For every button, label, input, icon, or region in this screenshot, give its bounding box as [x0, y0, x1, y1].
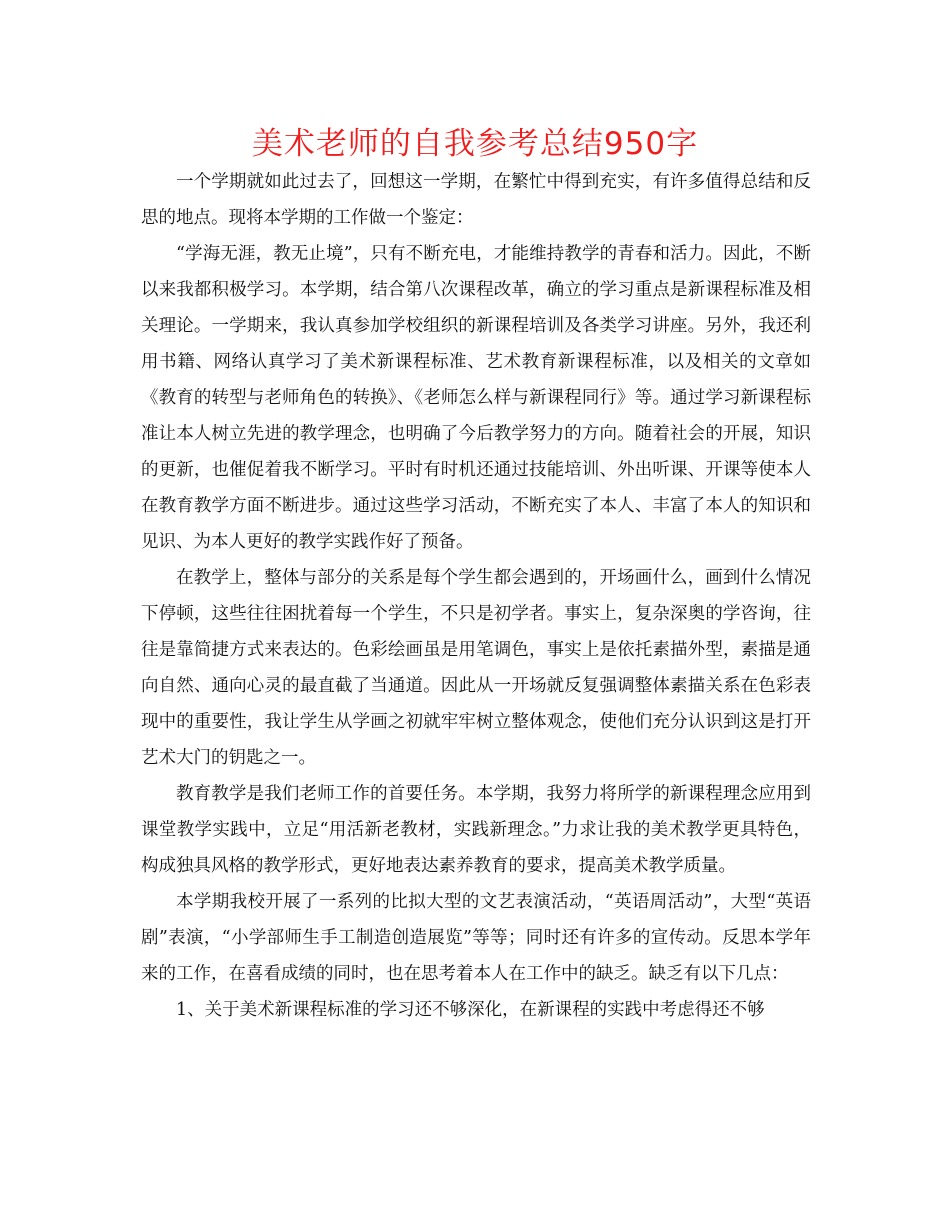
document-title: 美术老师的自我参考总结950字	[251, 126, 699, 162]
paragraph: 一个学期就如此过去了，回想这一学期，在繁忙中得到充实，有许多值得总结和反思的地点。现将本学期的工作做一个鉴定：	[141, 172, 811, 228]
paragraph: “学海无涯，教无止境”，只有不断充电，才能维持教学的青春和活力。因此，不断以来我都积极学习。本学期，结合第八次课程改革，确立的学习重点是新课程标准及相关理论。一学期来，我认真参加学校组织的新课程培训及各类学习讲座。另外，我还利用书籍、网络认真学习了美术新课程标准、艺术教育新课程标准，以及相关的文章如《教育的转型与老师角色的转换》、《老师怎么样与新课程同行》等。通过学习新课程标准让本人树立先进的教学理念，也明确了今后教学努力的方向。随着社会的开展，知识的更新，也催促着我不断学习。平时有时机还通过技能培训、外出听课、开课等使本人在教育教学方面不断进步。通过这些学习活动，不断充实了本人、丰富了本人的知识和见识、为本人更好的教学实践作好了预备。	[141, 244, 811, 552]
paragraph: 教育教学是我们老师工作的首要任务。本学期，我努力将所学的新课程理念应用到课堂教学实践中，立足“用活新老教材，实践新理念。”力求让我的美术教学更具特色，构成独具风格的教学形式，更好地表达素养教育的要求，提高美术教学质量。	[141, 784, 811, 876]
paragraph: 本学期我校开展了一系列的比拟大型的文艺表演活动，“英语周活动”，大型“英语剧”表演，“小学部师生手工制造创造展览”等等；同时还有许多的宣传动。反思本学年来的工作，在喜看成绩的同时，也在思考着本人在工作中的缺乏。缺乏有以下几点：	[141, 892, 811, 984]
paragraph: 在教学上，整体与部分的关系是每个学生都会遇到的，开场画什么，画到什么情况下停顿，这些往往困扰着每一个学生，不只是初学者。事实上，复杂深奥的学咨询，往往是靠简捷方式来表达的。色彩绘画虽是用笔调色，事实上是依托素描外型，素描是通向自然、通向心灵的最直截了当通道。因此从一开场就反复强调整体素描关系在色彩表现中的重要性，我让学生从学画之初就牢牢树立整体观念，使他们充分认识到这是打开艺术大门的钥匙之一。	[141, 568, 811, 768]
document-body	[141, 164, 811, 1028]
paragraph: 1、关于美术新课程标准的学习还不够深化，在新课程的实践中考虑得还不够	[176, 1000, 765, 1020]
